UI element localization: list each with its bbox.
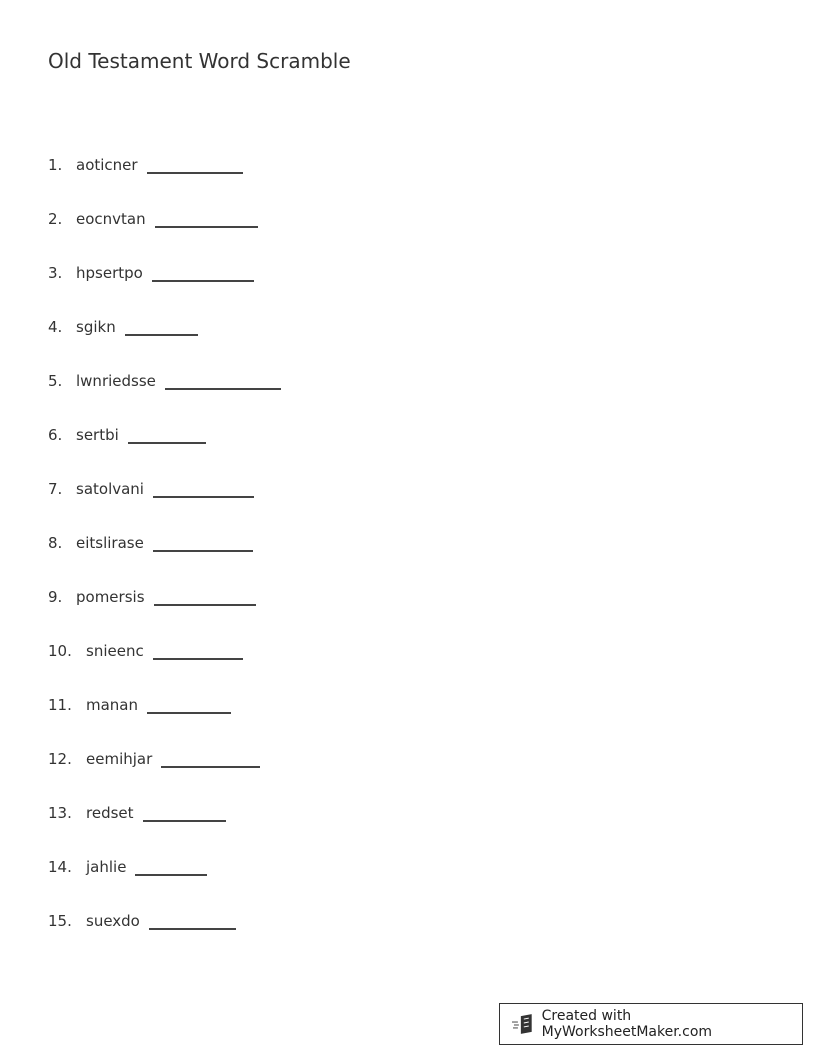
- scramble-item: [48, 912, 236, 932]
- scrambled-word: lwnriedsse: [76, 372, 156, 390]
- scramble-item: [48, 804, 226, 824]
- item-number: 6.: [48, 426, 63, 444]
- answer-line[interactable]: [147, 711, 231, 714]
- item-number: 5.: [48, 372, 63, 390]
- item-number: 1.: [48, 156, 63, 174]
- item-number: 14.: [48, 858, 72, 876]
- scrambled-word: aoticner: [76, 156, 138, 174]
- answer-line[interactable]: [155, 225, 258, 228]
- scrambled-word: hpsertpo: [76, 264, 143, 282]
- scrambled-word: pomersis: [76, 588, 145, 606]
- answer-line[interactable]: [152, 279, 254, 282]
- answer-line[interactable]: [153, 657, 243, 660]
- scramble-item: [48, 696, 231, 716]
- answer-line[interactable]: [153, 495, 254, 498]
- answer-line[interactable]: [143, 819, 226, 822]
- item-number: 2.: [48, 210, 63, 228]
- footer-badge[interactable]: [499, 1003, 803, 1045]
- scrambled-word: sertbi: [76, 426, 119, 444]
- scrambled-word: jahlie: [86, 858, 127, 876]
- item-number: 3.: [48, 264, 63, 282]
- item-number: 15.: [48, 912, 72, 930]
- scrambled-word: sgikn: [76, 318, 116, 336]
- scramble-item: [48, 480, 254, 500]
- scramble-item: [48, 372, 281, 392]
- scrambled-word: eitslirase: [76, 534, 144, 552]
- answer-line[interactable]: [165, 387, 281, 390]
- scramble-item: [48, 588, 256, 608]
- scramble-item: [48, 426, 206, 446]
- scramble-item: [48, 534, 253, 554]
- item-number: 10.: [48, 642, 72, 660]
- scramble-item: [48, 750, 260, 770]
- item-number: 4.: [48, 318, 63, 336]
- scrambled-word: suexdo: [86, 912, 140, 930]
- scrambled-word: snieenc: [86, 642, 144, 660]
- answer-line[interactable]: [135, 873, 207, 876]
- scramble-item: [48, 858, 207, 878]
- answer-line[interactable]: [128, 441, 206, 444]
- scramble-item: [48, 318, 198, 338]
- answer-line[interactable]: [147, 171, 243, 174]
- scramble-item: [48, 210, 258, 230]
- scrambled-word: eemihjar: [86, 750, 153, 768]
- answer-line[interactable]: [161, 765, 260, 768]
- scrambled-word: satolvani: [76, 480, 144, 498]
- answer-line[interactable]: [125, 333, 198, 336]
- worksheet-logo-icon: [512, 1014, 536, 1034]
- item-number: 11.: [48, 696, 72, 714]
- item-number: 8.: [48, 534, 63, 552]
- item-number: 12.: [48, 750, 72, 768]
- answer-line[interactable]: [149, 927, 236, 930]
- item-number: 13.: [48, 804, 72, 822]
- scramble-item: [48, 642, 243, 662]
- item-number: 7.: [48, 480, 63, 498]
- scrambled-word: manan: [86, 696, 139, 714]
- footer-text: Created with MyWorksheetMaker.com: [541, 1008, 713, 1040]
- page-title: Old Testament Word Scramble: [48, 49, 351, 73]
- item-number: 9.: [48, 588, 63, 606]
- answer-line[interactable]: [153, 549, 253, 552]
- answer-line[interactable]: [154, 603, 256, 606]
- scramble-item: [48, 264, 254, 284]
- scrambled-word: redset: [86, 804, 134, 822]
- scrambled-word: eocnvtan: [76, 210, 146, 228]
- scramble-item: [48, 156, 243, 176]
